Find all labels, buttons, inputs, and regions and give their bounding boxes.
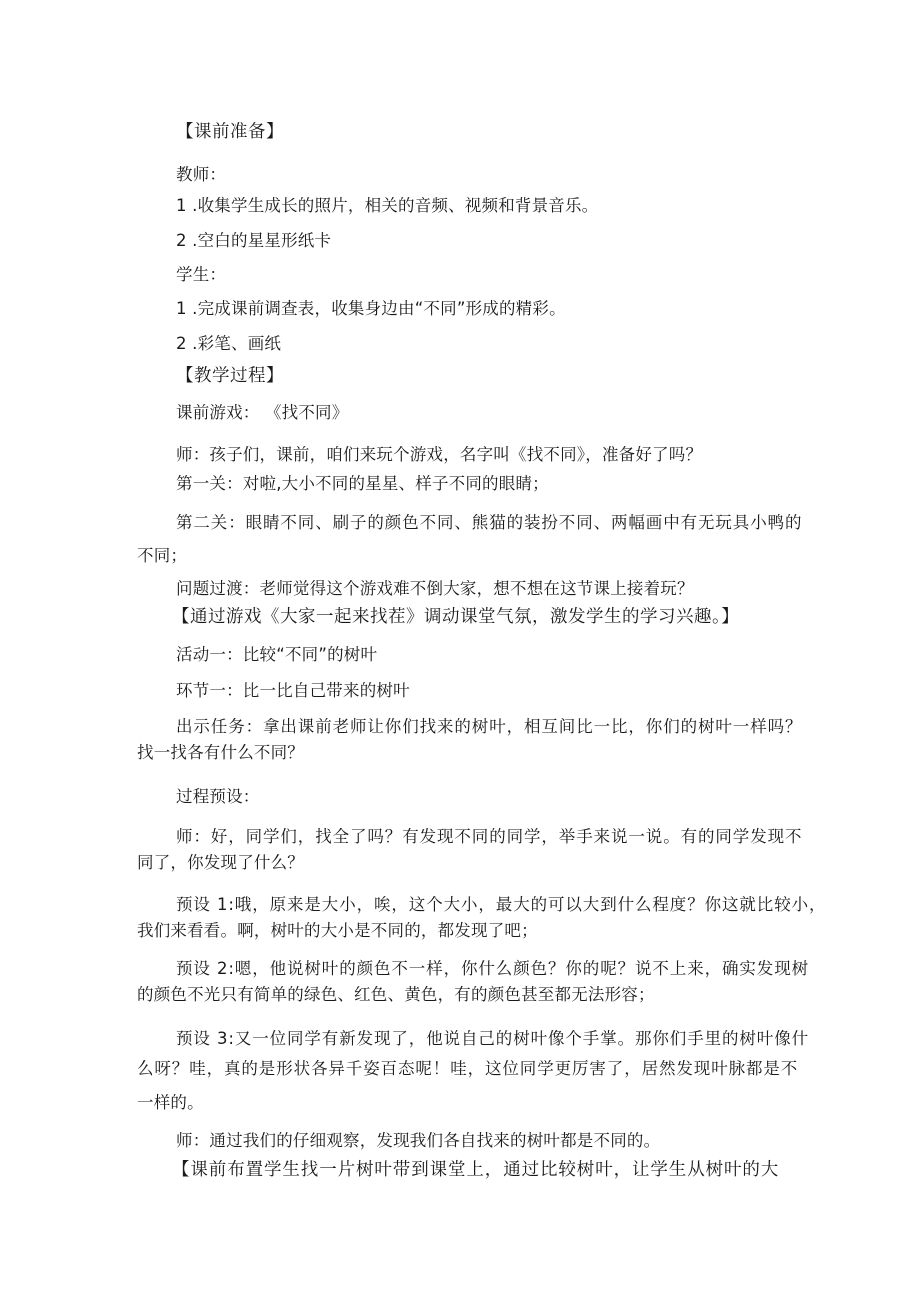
teacher-summary: 师：通过我们的仔细观察，发现我们各自找来的树叶都是不同的。 [176, 1131, 661, 1150]
preset-2-line-1: 预设 2:嗯，他说树叶的颜色不一样，你什么颜色？你的呢？说不上来，确实发现树 [176, 959, 810, 978]
preset-3-line-2: 么呀？哇，真的是形状各异千姿百态呢！哇，这位同学更厉害了，居然发现叶脉都是不 [137, 1059, 799, 1078]
task-line-1: 出示任务：拿出课前老师让你们找来的树叶，相互间比一比，你们的树叶一样吗？ [176, 717, 803, 736]
level-1: 第一关：对啦,大小不同的星星、样子不同的眼睛； [176, 474, 549, 493]
game-note: 【通过游戏《大家一起来找茬》调动课堂气氛，激发学生的学习兴趣。】 [172, 607, 740, 627]
step-1-title: 环节一：比一比自己带来的树叶 [176, 681, 410, 700]
teacher-item-1: 1 .收集学生成长的照片，相关的音频、视频和背景音乐。 [176, 196, 599, 215]
level-2-line-1: 第二关：眼睛不同、刷子的颜色不同、熊猫的装扮不同、两幅画中有无玩具小鸭的 [176, 513, 803, 532]
teacher-label: 教师： [176, 165, 227, 184]
preset-2-line-2: 的颜色不光只有简单的绿色、红色、黄色，有的颜色甚至都无法形容； [137, 985, 655, 1004]
pre-game-title: 课前游戏： 《找不同》 [176, 403, 349, 422]
preset-1-line-2: 我们来看看。啊，树叶的大小是不同的，都发现了吧； [137, 921, 538, 940]
teacher-ask-line-2: 同了，你发现了什么？ [137, 853, 304, 872]
activity-1-title: 活动一：比较“不同”的树叶 [176, 645, 378, 664]
level-2-line-2: 不同； [137, 546, 188, 565]
student-item-1: 1 .完成课前调查表，收集身边由“不同”形成的精彩。 [176, 299, 566, 318]
student-item-2: 2 .彩笔、画纸 [176, 334, 282, 353]
preset-label: 过程预设： [176, 787, 260, 806]
preset-3-line-3: 一样的。 [137, 1093, 204, 1112]
preset-1-line-1: 预设 1:哦，原来是大小，唉，这个大小，最大的可以大到什么程度？你这就比较小， [176, 895, 827, 914]
preset-3-line-1: 预设 3:又一位同学有新发现了，他说自己的树叶像个手掌。那你们手里的树叶像什 [176, 1029, 810, 1048]
section-heading-prep: 【课前准备】 [176, 122, 284, 142]
task-line-2: 找一找各有什么不同？ [137, 743, 304, 762]
teacher-intro: 师：孩子们，课前，咱们来玩个游戏，名字叫《找不同》，准备好了吗？ [176, 445, 703, 464]
teacher-item-2: 2 .空白的星星形纸卡 [176, 231, 332, 250]
student-label: 学生： [176, 265, 227, 284]
teacher-ask-line-1: 师：好，同学们，找全了吗？有发现不同的同学，举手来说一说。有的同学发现不 [176, 827, 803, 846]
section-heading-process: 【教学过程】 [176, 366, 284, 386]
transition-question: 问题过渡：老师觉得这个游戏难不倒大家，想不想在这节课上接着玩？ [176, 579, 694, 598]
final-note: 【课前布置学生找一片树叶带到课堂上，通过比较树叶，让学生从树叶的大 [172, 1160, 780, 1180]
